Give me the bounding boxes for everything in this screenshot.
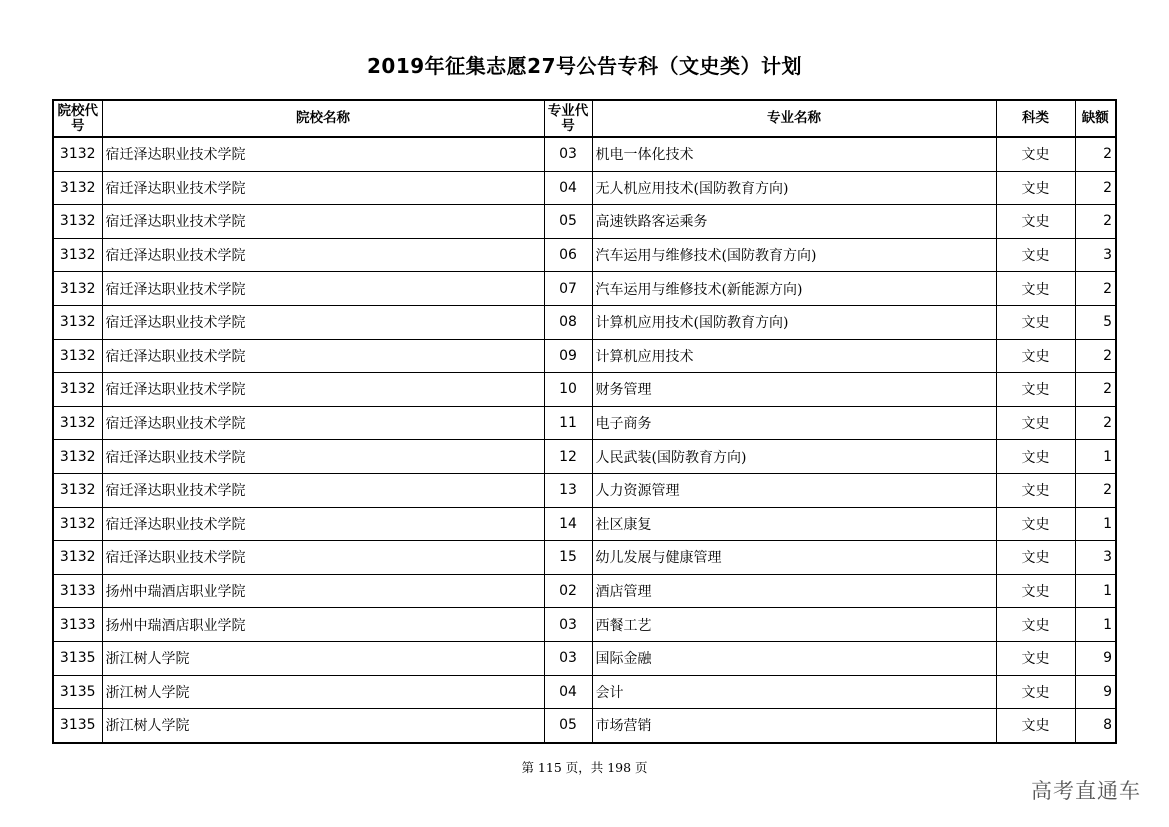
cell-major-code: 05 [544, 709, 592, 743]
cell-major-name: 会计 [592, 675, 996, 709]
cell-major-name: 汽车运用与维修技术(国防教育方向) [592, 238, 996, 272]
cell-vacancy: 1 [1075, 608, 1116, 642]
cell-vacancy: 1 [1075, 507, 1116, 541]
cell-major-name: 西餐工艺 [592, 608, 996, 642]
cell-school-code: 3132 [53, 440, 102, 474]
cell-category: 文史 [996, 473, 1075, 507]
table-row [53, 406, 1116, 440]
cell-school-code: 3132 [53, 137, 102, 171]
cell-major-code: 02 [544, 574, 592, 608]
table-row [53, 507, 1116, 541]
header-vacancy: 缺额 [1075, 100, 1116, 137]
cell-school-code: 3132 [53, 541, 102, 575]
table-body [53, 137, 1116, 743]
cell-school-code: 3133 [53, 608, 102, 642]
cell-category: 文史 [996, 675, 1075, 709]
cell-vacancy: 8 [1075, 709, 1116, 743]
cell-vacancy: 2 [1075, 406, 1116, 440]
cell-vacancy: 1 [1075, 574, 1116, 608]
cell-category: 文史 [996, 339, 1075, 373]
cell-major-name: 人民武装(国防教育方向) [592, 440, 996, 474]
cell-category: 文史 [996, 137, 1075, 171]
cell-vacancy: 5 [1075, 305, 1116, 339]
cell-category: 文史 [996, 608, 1075, 642]
cell-school-code: 3132 [53, 473, 102, 507]
cell-school-code: 3135 [53, 709, 102, 743]
cell-school-name: 浙江树人学院 [102, 709, 544, 743]
cell-vacancy: 2 [1075, 205, 1116, 239]
table-header-row [53, 100, 1116, 137]
cell-vacancy: 2 [1075, 373, 1116, 407]
table-row [53, 272, 1116, 306]
cell-school-name: 宿迁泽达职业技术学院 [102, 507, 544, 541]
cell-major-name: 市场营销 [592, 709, 996, 743]
table-row [53, 137, 1116, 171]
header-major-name: 专业名称 [592, 100, 996, 137]
cell-major-code: 10 [544, 373, 592, 407]
cell-major-name: 国际金融 [592, 641, 996, 675]
cell-major-code: 08 [544, 305, 592, 339]
cell-school-code: 3132 [53, 205, 102, 239]
table-row [53, 373, 1116, 407]
cell-major-code: 03 [544, 641, 592, 675]
table-row [53, 709, 1116, 743]
table-row [53, 608, 1116, 642]
cell-school-code: 3132 [53, 406, 102, 440]
cell-category: 文史 [996, 641, 1075, 675]
cell-major-code: 12 [544, 440, 592, 474]
cell-school-name: 宿迁泽达职业技术学院 [102, 339, 544, 373]
header-school-code: 院校代号 [53, 100, 102, 137]
table-row [53, 574, 1116, 608]
cell-vacancy: 2 [1075, 473, 1116, 507]
cell-major-name: 汽车运用与维修技术(新能源方向) [592, 272, 996, 306]
cell-school-name: 宿迁泽达职业技术学院 [102, 171, 544, 205]
cell-category: 文史 [996, 171, 1075, 205]
cell-category: 文史 [996, 272, 1075, 306]
cell-category: 文史 [996, 574, 1075, 608]
cell-major-name: 财务管理 [592, 373, 996, 407]
cell-school-name: 扬州中瑞酒店职业学院 [102, 608, 544, 642]
cell-category: 文史 [996, 205, 1075, 239]
cell-school-name: 宿迁泽达职业技术学院 [102, 305, 544, 339]
watermark-logo-text: 高考直通车 [1031, 779, 1141, 803]
cell-school-code: 3135 [53, 641, 102, 675]
cell-major-code: 04 [544, 171, 592, 205]
cell-school-code: 3132 [53, 305, 102, 339]
cell-major-name: 人力资源管理 [592, 473, 996, 507]
cell-vacancy: 2 [1075, 272, 1116, 306]
cell-school-code: 3135 [53, 675, 102, 709]
cell-major-name: 计算机应用技术 [592, 339, 996, 373]
header-category: 科类 [996, 100, 1075, 137]
table-row [53, 541, 1116, 575]
table-row [53, 305, 1116, 339]
cell-major-code: 15 [544, 541, 592, 575]
cell-category: 文史 [996, 541, 1075, 575]
cell-major-code: 11 [544, 406, 592, 440]
cell-school-name: 宿迁泽达职业技术学院 [102, 205, 544, 239]
cell-major-code: 03 [544, 608, 592, 642]
cell-school-name: 宿迁泽达职业技术学院 [102, 406, 544, 440]
cell-category: 文史 [996, 406, 1075, 440]
cell-school-code: 3133 [53, 574, 102, 608]
header-school-name: 院校名称 [102, 100, 544, 137]
cell-major-code: 09 [544, 339, 592, 373]
cell-school-name: 浙江树人学院 [102, 675, 544, 709]
cell-major-code: 06 [544, 238, 592, 272]
cell-category: 文史 [996, 440, 1075, 474]
table-row [53, 675, 1116, 709]
cell-vacancy: 9 [1075, 675, 1116, 709]
cell-major-name: 无人机应用技术(国防教育方向) [592, 171, 996, 205]
cell-school-name: 宿迁泽达职业技术学院 [102, 541, 544, 575]
table-row [53, 171, 1116, 205]
header-major-code: 专业代号 [544, 100, 592, 137]
cell-school-name: 宿迁泽达职业技术学院 [102, 473, 544, 507]
cell-school-code: 3132 [53, 171, 102, 205]
table-row [53, 238, 1116, 272]
page-number: 第 115 页，共 198 页 [521, 760, 648, 775]
cell-vacancy: 1 [1075, 440, 1116, 474]
cell-major-name: 电子商务 [592, 406, 996, 440]
cell-major-code: 14 [544, 507, 592, 541]
cell-school-name: 浙江树人学院 [102, 641, 544, 675]
cell-major-code: 04 [544, 675, 592, 709]
cell-school-code: 3132 [53, 238, 102, 272]
page-title: 2019年征集志愿27号公告专科（文史类）计划 [367, 54, 802, 78]
cell-major-code: 13 [544, 473, 592, 507]
table-row [53, 473, 1116, 507]
cell-major-name: 高速铁路客运乘务 [592, 205, 996, 239]
cell-major-name: 社区康复 [592, 507, 996, 541]
cell-school-name: 宿迁泽达职业技术学院 [102, 137, 544, 171]
cell-vacancy: 2 [1075, 137, 1116, 171]
cell-school-code: 3132 [53, 373, 102, 407]
cell-school-name: 扬州中瑞酒店职业学院 [102, 574, 544, 608]
enrollment-plan-table [52, 99, 1117, 744]
cell-vacancy: 9 [1075, 641, 1116, 675]
cell-school-name: 宿迁泽达职业技术学院 [102, 272, 544, 306]
cell-vacancy: 2 [1075, 339, 1116, 373]
cell-school-code: 3132 [53, 507, 102, 541]
cell-category: 文史 [996, 709, 1075, 743]
cell-vacancy: 3 [1075, 238, 1116, 272]
cell-school-code: 3132 [53, 339, 102, 373]
cell-vacancy: 3 [1075, 541, 1116, 575]
table-row [53, 205, 1116, 239]
table-row [53, 339, 1116, 373]
table-row [53, 641, 1116, 675]
cell-category: 文史 [996, 305, 1075, 339]
cell-major-code: 05 [544, 205, 592, 239]
cell-school-name: 宿迁泽达职业技术学院 [102, 373, 544, 407]
cell-school-name: 宿迁泽达职业技术学院 [102, 238, 544, 272]
cell-major-name: 机电一体化技术 [592, 137, 996, 171]
table-row [53, 440, 1116, 474]
cell-major-name: 幼儿发展与健康管理 [592, 541, 996, 575]
cell-school-code: 3132 [53, 272, 102, 306]
cell-school-name: 宿迁泽达职业技术学院 [102, 440, 544, 474]
cell-major-code: 07 [544, 272, 592, 306]
cell-major-name: 酒店管理 [592, 574, 996, 608]
cell-major-code: 03 [544, 137, 592, 171]
cell-category: 文史 [996, 238, 1075, 272]
cell-category: 文史 [996, 507, 1075, 541]
cell-major-name: 计算机应用技术(国防教育方向) [592, 305, 996, 339]
cell-vacancy: 2 [1075, 171, 1116, 205]
cell-category: 文史 [996, 373, 1075, 407]
